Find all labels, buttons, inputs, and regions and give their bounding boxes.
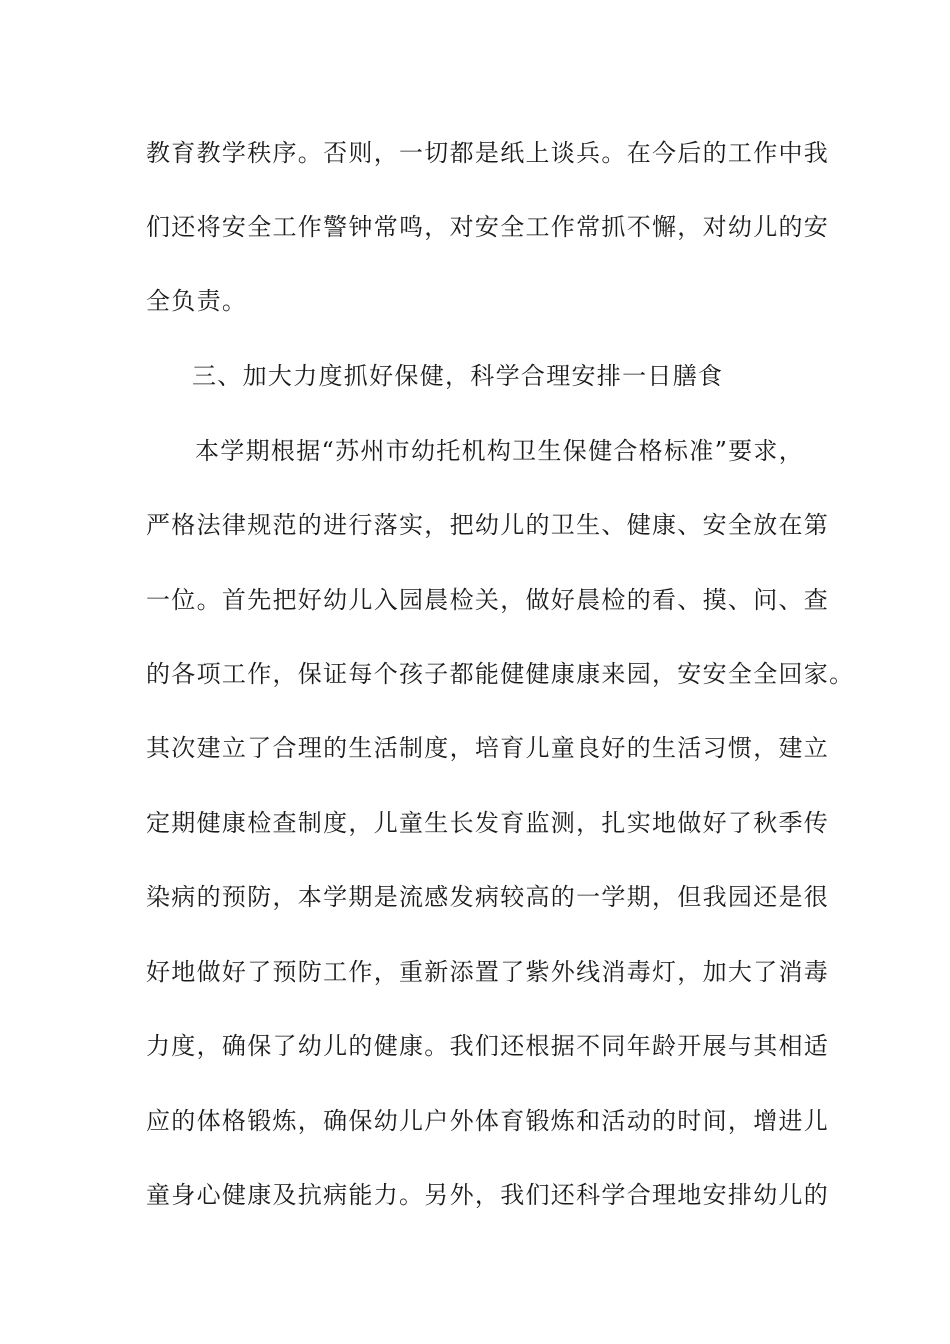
body-text-line: 本学期根据“苏州市幼托机构卫生保健合格标准”要求， [195,437,805,465]
body-text-line: 染病的预防，本学期是流感发病较高的一学期，但我园还是很 [146,883,830,911]
body-text-line: 定期健康检查制度，儿童生长发育监测，扎实地做好了秋季传 [146,809,830,837]
body-text-line: 一位。首先把好幼儿入园晨检关，做好晨检的看、摸、问、查 [146,586,830,614]
body-text-line: 的各项工作，保证每个孩子都能健健康康来园，安安全全回家。 [146,660,855,688]
body-text-line: 好地做好了预防工作，重新添置了紫外线消毒灯，加大了消毒 [146,958,830,986]
body-text-line: 全负责。 [146,287,248,315]
body-text-line: 教育教学秩序。否则，一切都是纸上谈兵。在今后的工作中我 [146,139,830,167]
body-text-line: 应的体格锻炼，确保幼儿户外体育锻炼和活动的时间，增进儿 [146,1107,830,1135]
body-text-line: 严格法律规范的进行落实，把幼儿的卫生、健康、安全放在第 [146,511,830,539]
body-text-line: 童身心健康及抗病能力。另外，我们还科学合理地安排幼儿的 [146,1181,830,1209]
section-heading: 三、加大力度抓好保健，科学合理安排一日膳食 [192,362,724,390]
body-text-line: 们还将安全工作警钟常鸣，对安全工作常抓不懈，对幼儿的安 [146,213,830,241]
body-text-line: 力度，确保了幼儿的健康。我们还根据不同年龄开展与其相适 [146,1032,830,1060]
body-text-line: 其次建立了合理的生活制度，培育儿童良好的生活习惯，建立 [146,734,830,762]
